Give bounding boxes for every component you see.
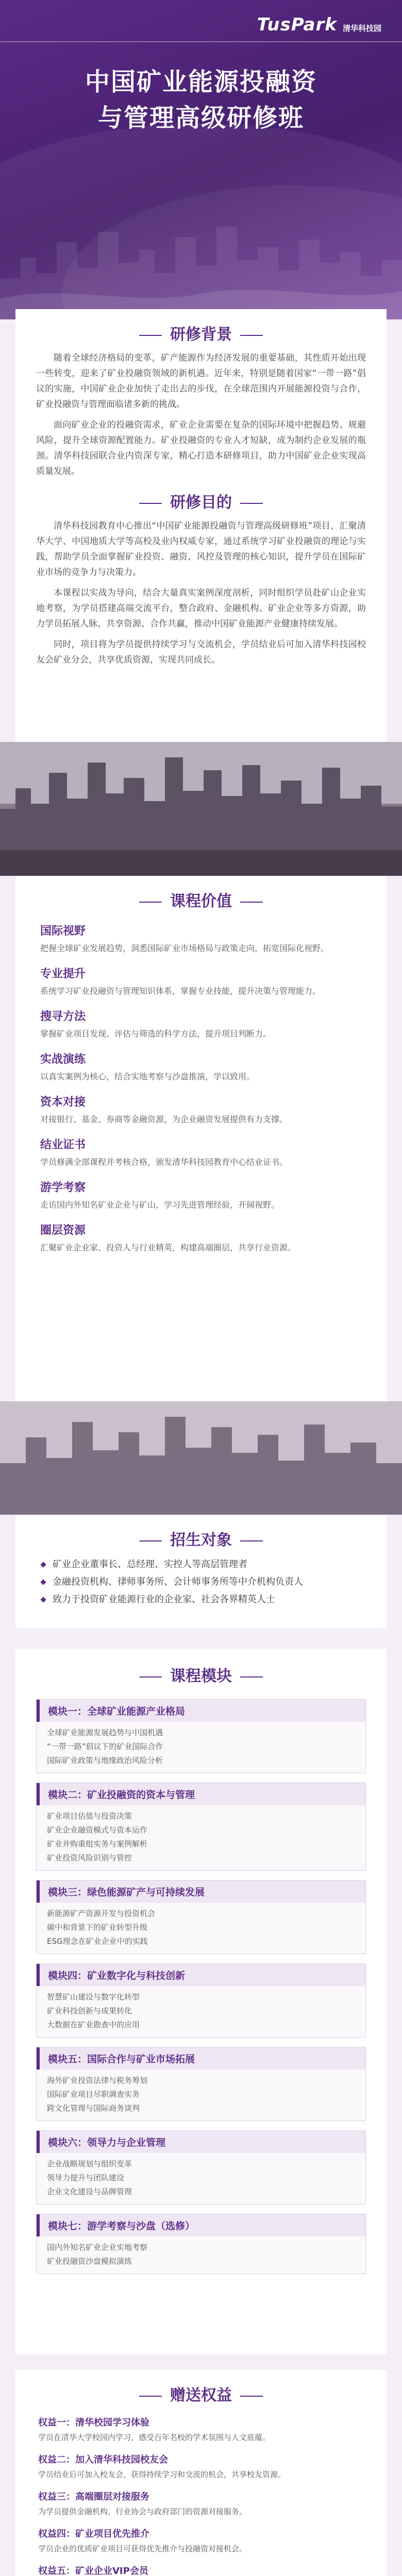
module-title: 模块一：全球矿业能源产业格局 [37, 1700, 365, 1722]
module-line: 国际矿业政策与地缘政治风险分析 [47, 1756, 163, 1765]
benefit-title: 权益四：矿业项目优先推介 [38, 2529, 149, 2539]
audience-item: 致力于投资矿业能源行业的企业家、社会各界精英人士 [41, 1591, 361, 1608]
module-line: 领导力提升与团队建设 [47, 2173, 125, 2182]
value-item [15, 960, 387, 1003]
heading-text: 课程模块 [139, 1661, 263, 1692]
objective-paragraph: 清华科技园教育中心推出“中国矿业能源投融资与管理高级研修班”项目，汇聚清华大学、中国地质大学等高校及业内权威专家，通过系统学习矿业投融资的理论与实践，帮助学员全面掌握矿业投资、融资、风控及管理的核心知识，提升学员在国际矿业市场的竞争力与决策力。 [36, 521, 366, 578]
benefit-title: 权益一：清华校园学习体验 [38, 2417, 149, 2428]
benefits-card [15, 2370, 387, 2576]
hero-banner [0, 0, 402, 319]
benefit-desc: 为学员提供金融机构、行业协会与政府部门的资源对接服务。 [38, 2507, 247, 2516]
module-block [36, 2130, 366, 2205]
logo-en: TusPark [257, 14, 337, 35]
value-title: 结业证书 [40, 1139, 86, 1151]
heading-text: 课程价值 [139, 886, 263, 917]
modules-card [15, 1649, 387, 2354]
value-card [15, 876, 387, 1401]
value-item [15, 1131, 387, 1174]
module-line: 矿业并购重组实务与案例解析 [47, 1839, 148, 1849]
module-block [36, 2047, 366, 2121]
audience-card [15, 1515, 387, 1628]
module-block [36, 1699, 366, 1773]
benefit-item [15, 2448, 387, 2485]
audience-item: 金融投资机构、律师事务所、会计师事务所等中介机构负责人 [41, 1573, 361, 1591]
heading-text: 赠送权益 [139, 2380, 263, 2411]
objective-paragraph: 本课程以实战为导向，结合大量真实案例深度剖析，同时组织学员赴矿山企业实地考察，为学员搭建高端交流平台，整合政府、金融机构、矿业企业等多方资源，助力学员拓展人脉、共享资源、合作共赢，推动中国矿业能源产业健康持续发展。 [36, 588, 366, 629]
module-line: 矿业科技创新与成果转化 [47, 2006, 132, 2015]
module-line: 矿业项目估值与投资决策 [47, 1811, 132, 1821]
value-desc: 走访国内外知名矿业企业与矿山，学习先进管理经验，开阔视野。 [40, 1200, 280, 1210]
logo [257, 14, 381, 35]
skyline-illustration [0, 201, 402, 319]
module-title: 模块三：绿色能源矿产与可持续发展 [37, 1880, 365, 1903]
audience-item: 矿业企业董事长、总经理、实控人等高层管理者 [41, 1556, 361, 1573]
value-item [15, 917, 387, 960]
module-title: 模块四：矿业数字化与科技创新 [37, 1964, 365, 1986]
module-line: 跨文化管理与国际商务谈判 [47, 2104, 140, 2113]
module-line: 国内外知名矿业企业实地考察 [47, 2243, 148, 2252]
page-subtitle: 与管理高级研修班 [97, 104, 304, 132]
value-item [15, 1174, 387, 1216]
background-paragraph: 随着全球经济格局的变革，矿产能源作为经济发展的重要基础，其性质开始出现一些转变，迎来了矿业投融资领域的新机遇。近年来，特别是随着国家“一带一路”倡议的实施，中国矿业企业加快了走出去的步伐，在全球范围内开展能源投资与合作，矿业投融资与管理面临诸多新的挑战。 [36, 353, 366, 410]
heading-text: 招生对象 [139, 1525, 263, 1556]
module-line: ESG理念在矿业企业中的实践 [47, 1937, 148, 1946]
section-heading [15, 886, 387, 917]
benefit-item [15, 2560, 387, 2576]
module-line: 碳中和背景下的矿业转型升级 [47, 1923, 148, 1932]
benefit-title: 权益二：加入清华科技园校友会 [38, 2454, 168, 2465]
value-desc: 对接银行、基金、券商等金融资源，为企业融资发展提供有力支撑。 [40, 1114, 288, 1124]
section-heading [15, 1525, 387, 1556]
value-title: 圈层资源 [40, 1224, 86, 1237]
benefit-item [15, 2411, 387, 2448]
city-photo [0, 1401, 402, 1515]
module-line: 矿业企业融资模式与资本运作 [47, 1825, 148, 1835]
module-title: 模块七：游学考察与沙盘（选修） [37, 2214, 365, 2236]
module-block [36, 1963, 366, 2038]
module-line: 智慧矿山建设与数字化转型 [47, 1992, 140, 2002]
benefit-title: 权益五：矿业企业VIP会员 [38, 2566, 148, 2576]
module-line: 大数据在矿业勘查中的应用 [47, 2020, 140, 2029]
objective-paragraph: 同时，项目将为学员提供持续学习与交流机会，学员结业后可加入清华科技园校友会矿业分会，共享优质资源，实现共同成长。 [36, 639, 366, 665]
value-desc: 学员修满全部课程并考核合格，颁发清华科技园教育中心结业证书。 [40, 1157, 288, 1167]
value-title: 游学考察 [40, 1181, 86, 1194]
module-title: 模块二：矿业投融资的资本与管理 [37, 1783, 365, 1805]
value-desc: 系统学习矿业投融资与管理知识体系，掌握专业技能，提升决策与管理能力。 [40, 986, 321, 996]
module-block [36, 1880, 366, 1954]
value-desc: 汇聚矿业企业家、投资人与行业精英，构建高端圈层，共享行业资源。 [40, 1243, 296, 1252]
benefit-desc: 学员在清华大学校园内学习，感受百年名校的学术氛围与人文底蕴。 [38, 2433, 271, 2442]
module-line: 企业文化建设与品牌管理 [47, 2187, 132, 2196]
value-item [15, 1088, 387, 1131]
module-title: 模块六：领导力与企业管理 [37, 2131, 365, 2153]
value-item [15, 1003, 387, 1045]
benefit-item [15, 2485, 387, 2522]
benefit-title: 权益三：高端圈层对接服务 [38, 2492, 149, 2502]
module-title: 模块五：国际合作与矿业市场拓展 [37, 2047, 365, 2070]
value-item [15, 1216, 387, 1259]
module-line: 海外矿业投资法律与税务筹划 [47, 2076, 148, 2085]
module-block [36, 2214, 366, 2274]
value-desc: 以真实案例为核心，结合实地考察与沙盘推演，学以致用。 [40, 1072, 255, 1081]
benefit-desc: 学员结业后可加入校友会，获得持续学习和交流的机会，共享校友资源。 [38, 2470, 286, 2479]
background-paragraph: 面向矿业企业的投融资需求，矿业企业需要在复杂的国际环境中把握趋势、规避风险，提升全球资源配置能力。矿业投融资的专业人才短缺，成为制约企业发展的瓶颈。清华科技园联合业内资深专家，精心打造本研修项目，助力中国矿业企业实现高质量发展。 [36, 420, 366, 477]
value-title: 国际视野 [40, 925, 86, 938]
module-line: 国际矿业项目尽职调查实务 [47, 2090, 140, 2099]
value-title: 搜寻方法 [40, 1010, 86, 1023]
value-title: 实战演练 [40, 1053, 86, 1066]
value-desc: 掌握矿业项目发现、评估与筛选的科学方法，提升项目判断力。 [40, 1029, 272, 1039]
heading-text: 研修目的 [139, 487, 263, 518]
benefit-desc: 学员企业的优质矿业项目可获得优先推介与投融资对接机会。 [38, 2544, 247, 2553]
value-title: 专业提升 [40, 968, 86, 980]
module-line: 新能源矿产资源开发与投资机会 [47, 1909, 156, 1918]
divider [0, 41, 402, 42]
section-heading [15, 1661, 387, 1692]
module-line: 企业战略规划与组织变革 [47, 2159, 132, 2168]
section-heading [15, 487, 387, 518]
audience-list [15, 1556, 387, 1608]
module-line: 矿业投融资沙盘模拟演练 [47, 2257, 132, 2266]
module-line: “一带一路”倡议下的矿业国际合作 [47, 1742, 163, 1751]
section-heading [15, 319, 387, 350]
logo-cn: 清华科技园 [342, 24, 381, 33]
value-item [15, 1045, 387, 1088]
value-title: 资本对接 [40, 1096, 86, 1109]
section-heading [15, 2380, 387, 2411]
module-line: 全球矿业能源发展趋势与中国机遇 [47, 1728, 163, 1737]
heading-text: 研修背景 [139, 319, 263, 350]
value-desc: 把握全球矿业发展趋势，洞悉国际矿业市场格局与政策走向，拓宽国际化视野。 [40, 943, 329, 953]
intro-card [15, 309, 387, 742]
module-line: 矿业投资风险识别与管控 [47, 1853, 132, 1862]
page-title: 中国矿业能源投融资 [85, 67, 317, 96]
module-block [36, 1783, 366, 1871]
city-photo [0, 742, 402, 876]
benefit-item [15, 2522, 387, 2560]
